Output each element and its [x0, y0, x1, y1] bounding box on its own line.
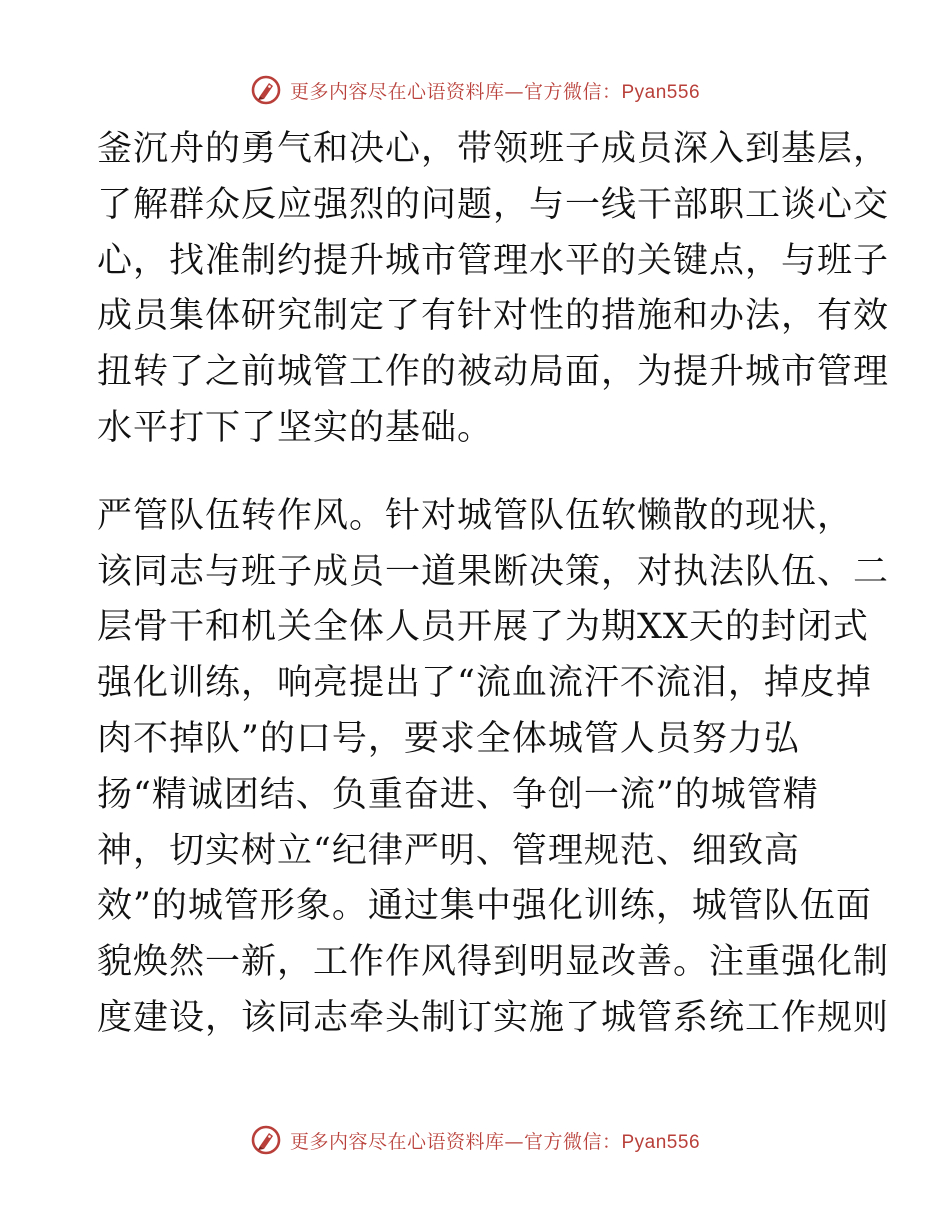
text-line: 心，找准制约提升城市管理水平的关键点，与班子 [97, 240, 890, 281]
text-line: 了解群众反应强烈的问题，与一线干部职工谈心交 [97, 184, 890, 225]
footer-watermark [0, 1120, 950, 1160]
text-line: 扬“精诚团结、负重奋进、争创一流”的城管精 [97, 774, 819, 815]
watermark-text: 更多内容尽在心语资料库—官方微信：Pyan556 [289, 80, 701, 103]
text-line: 成员集体研究制定了有针对性的措施和办法，有效 [97, 296, 890, 337]
text-line: 釜沉舟的勇气和决心，带领班子成员深入到基层， [97, 129, 890, 169]
header-watermark [0, 70, 950, 110]
paragraph-1 [97, 122, 890, 457]
text-line: 严管队伍转作风。针对城管队伍软懒散的现状， [97, 495, 854, 536]
pen-nib-seal-icon [250, 1124, 282, 1156]
text-line: 该同志与班子成员一道果断决策，对执法队伍、二 [97, 551, 890, 592]
text-line: 水平打下了坚实的基础。 [97, 407, 494, 448]
text-line: 层骨干和机关全体人员开展了为期XX天的封闭式 [97, 607, 869, 648]
text-line: 神，切实树立“纪律严明、管理规范、细致高 [97, 830, 800, 871]
watermark-text: 更多内容尽在心语资料库—官方微信：Pyan556 [289, 1130, 701, 1153]
text-line: 扭转了之前城管工作的被动局面，为提升城市管理 [97, 352, 890, 393]
document-body [97, 122, 890, 1047]
paragraph-spacer [97, 457, 857, 489]
text-line: 貌焕然一新，工作作风得到明显改善。注重强化制 [97, 942, 890, 983]
text-line: 肉不掉队”的口号，要求全体城管人员努力弘 [97, 718, 800, 759]
text-line: 效”的城管形象。通过集中强化训练，城管队伍面 [97, 886, 872, 927]
text-line: 强化训练，响亮提出了“流血流汗不流泪，掉皮掉 [97, 663, 872, 704]
text-line: 度建设，该同志牵头制订实施了城管系统工作规则 [97, 997, 890, 1038]
paragraph-2 [97, 489, 890, 1047]
pen-nib-seal-icon [250, 74, 282, 106]
